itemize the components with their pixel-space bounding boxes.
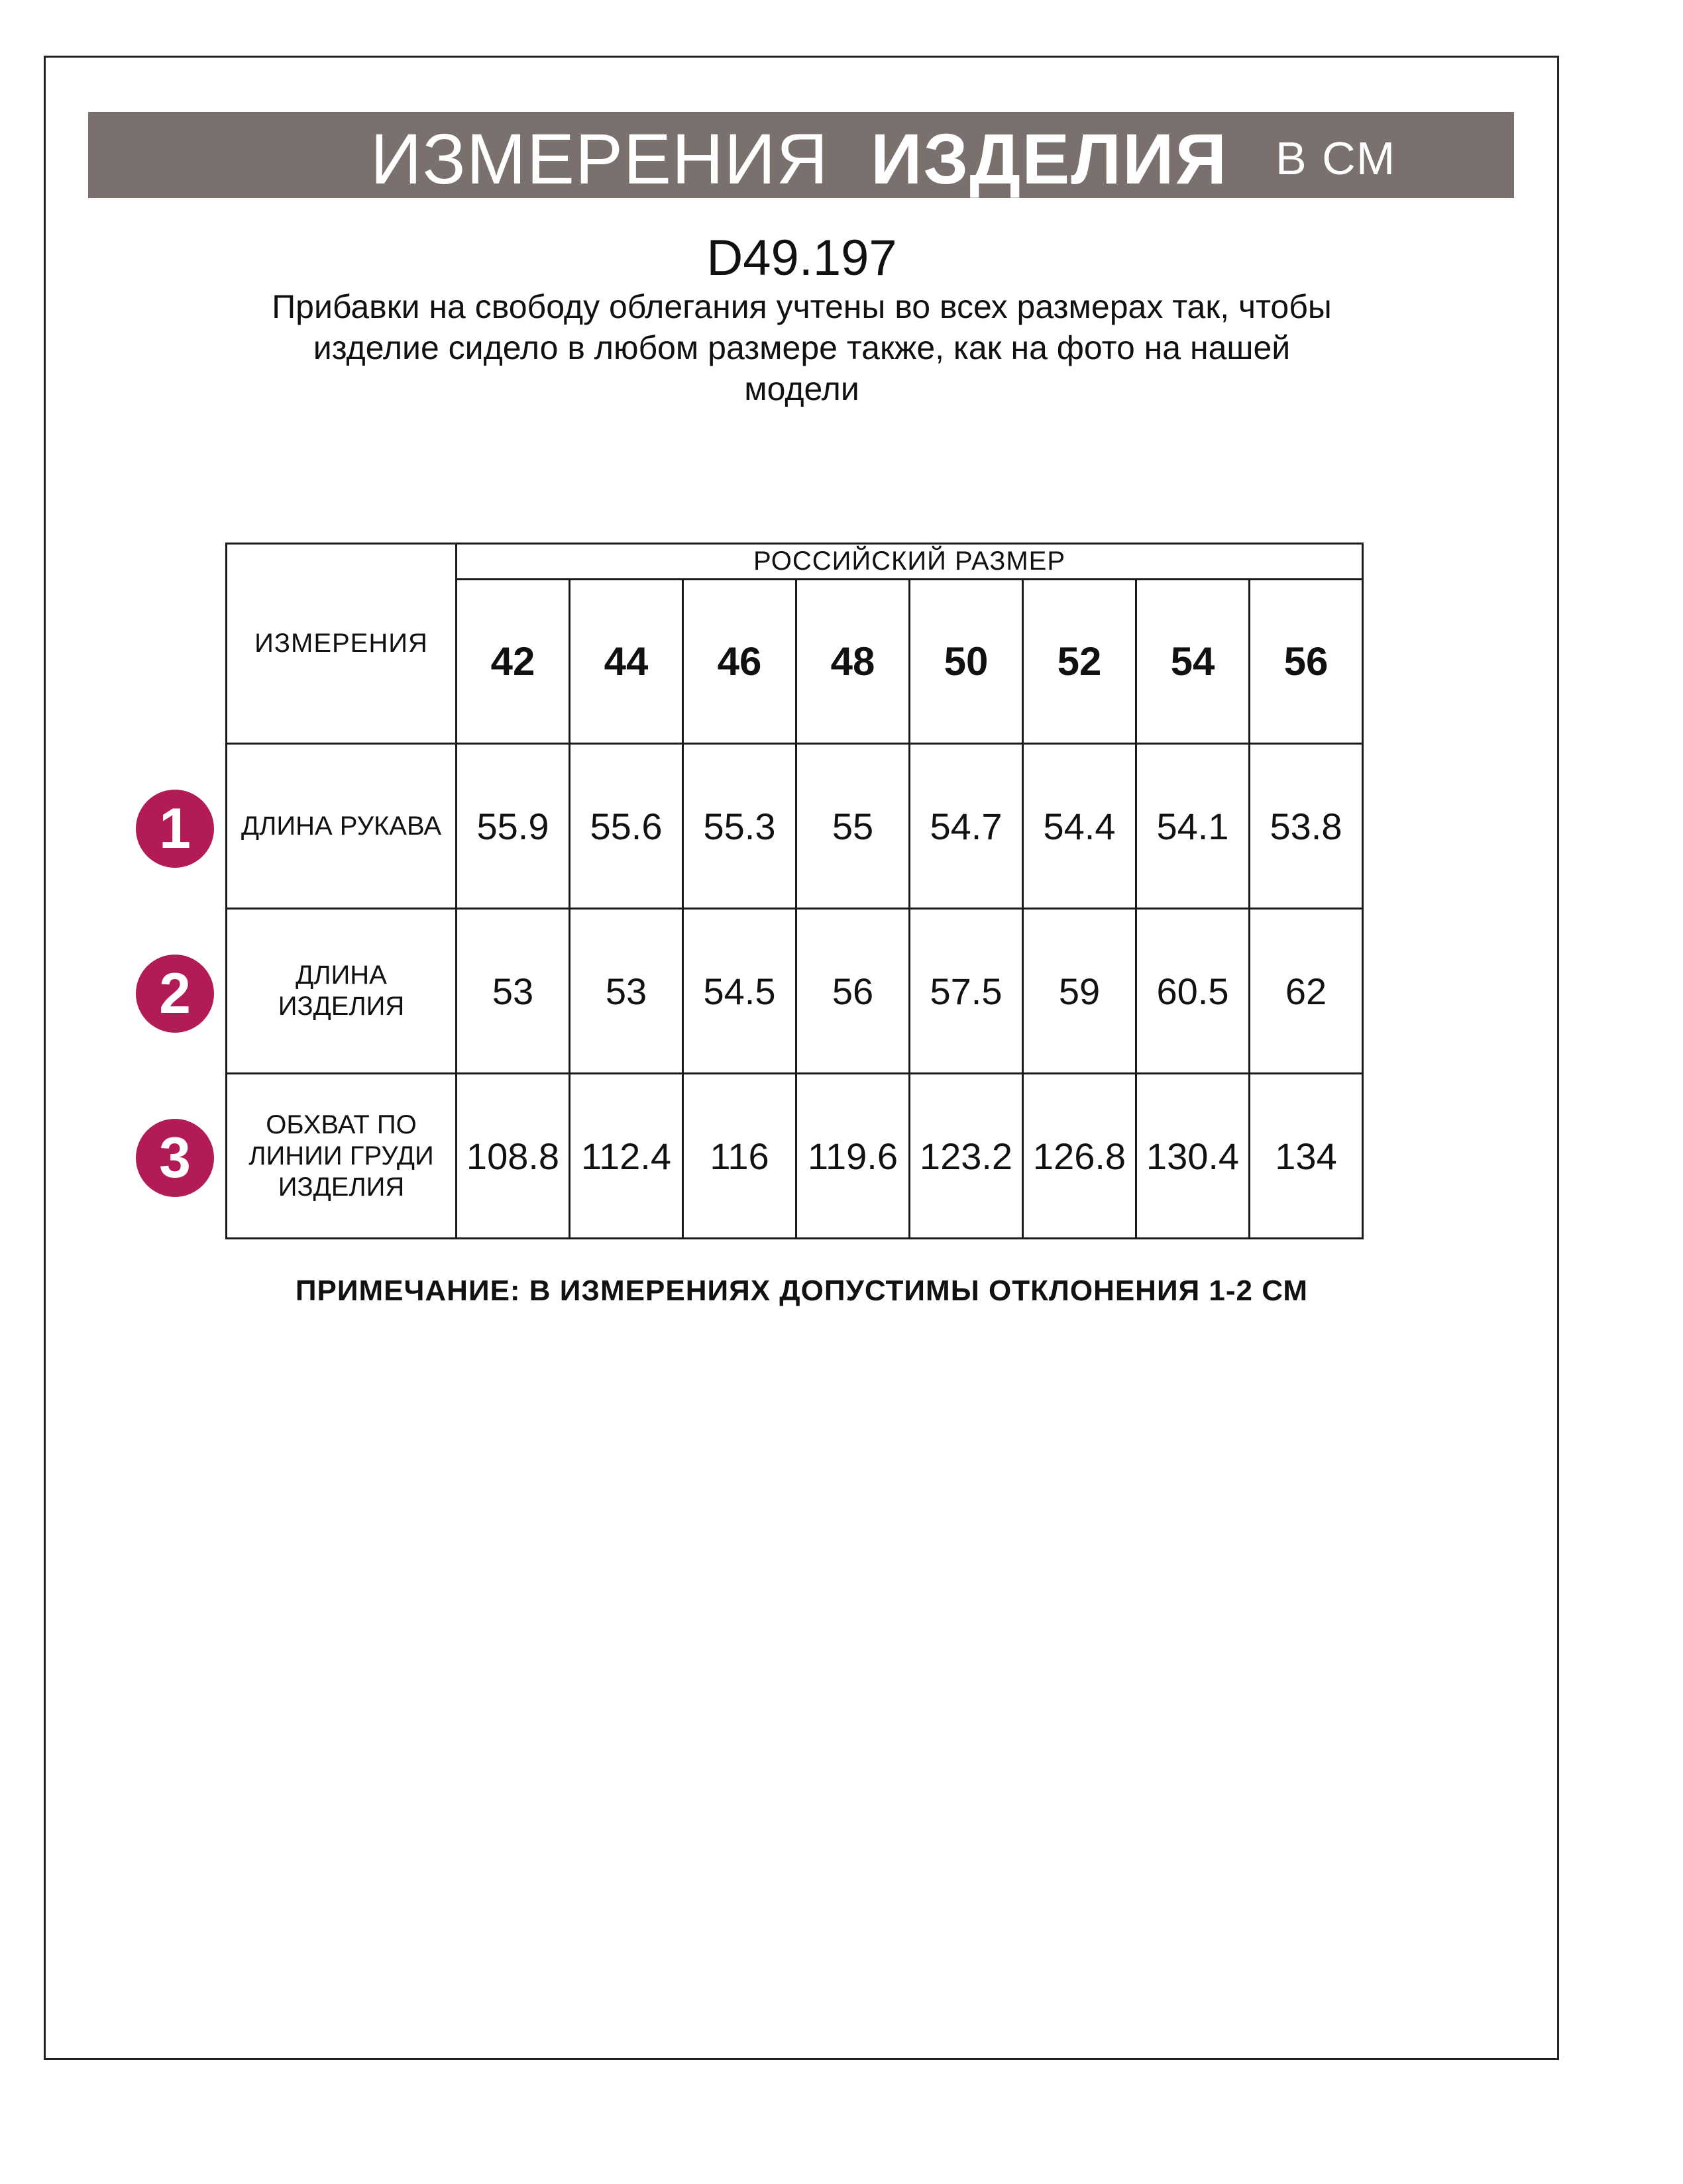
table-cell: 53 — [570, 909, 683, 1074]
row-label-garment-length — [227, 909, 457, 1074]
table-cell: 134 — [1250, 1074, 1363, 1239]
table-cell: 112.4 — [570, 1074, 683, 1239]
table-cell: 54.7 — [910, 744, 1023, 909]
row-label-sleeve-length — [227, 744, 457, 909]
fit-note-line: изделие сидело в любом размере также, как на фото на нашей — [313, 329, 1291, 366]
fit-note-line: модели — [744, 370, 859, 407]
table-cell: 56 — [796, 909, 910, 1074]
size-header-cell: 54 — [1136, 580, 1250, 744]
row-label-line: ЛИНИИ ГРУДИ — [248, 1141, 434, 1170]
size-header-cell: 50 — [910, 580, 1023, 744]
size-header-cell: 44 — [570, 580, 683, 744]
banner-title-word-1: ИЗМЕРЕНИЯ — [370, 119, 829, 199]
row-label-line: ОБХВАТ ПО — [266, 1110, 417, 1139]
row-label-chest-girth — [227, 1074, 457, 1239]
row-label-line: ИЗДЕЛИЯ — [278, 992, 405, 1021]
banner-unit: В СМ — [1276, 132, 1397, 184]
size-table — [225, 543, 1364, 1239]
size-header-cell: 46 — [683, 580, 796, 744]
table-cell: 116 — [683, 1074, 796, 1239]
table-cell: 54.1 — [1136, 744, 1250, 909]
table-cell: 55 — [796, 744, 910, 909]
row-label-line: ДЛИНА РУКАВА — [241, 811, 441, 841]
table-header-row — [227, 544, 1363, 580]
size-header-cell: 42 — [457, 580, 570, 744]
table-cell: 59 — [1023, 909, 1136, 1074]
header-measurements: ИЗМЕРЕНИЯ — [227, 544, 457, 744]
product-code: D49.197 — [706, 230, 897, 286]
marker-badge-2: 2 — [136, 955, 214, 1033]
table-cell: 57.5 — [910, 909, 1023, 1074]
table-cell: 54.5 — [683, 909, 796, 1074]
footnote: ПРИМЕЧАНИЕ: В ИЗМЕРЕНИЯХ ДОПУСТИМЫ ОТКЛОНЕНИЯ 1-2 СМ — [295, 1274, 1309, 1307]
table-cell: 53 — [457, 909, 570, 1074]
size-header-cell: 52 — [1023, 580, 1136, 744]
table-row — [227, 744, 1363, 909]
table-cell: 130.4 — [1136, 1074, 1250, 1239]
fit-note — [219, 286, 1385, 409]
row-label-line: ДЛИНА — [296, 961, 387, 990]
marker-badge-3: 3 — [136, 1119, 214, 1197]
table-cell: 119.6 — [796, 1074, 910, 1239]
size-header-cell: 48 — [796, 580, 910, 744]
table-cell: 126.8 — [1023, 1074, 1136, 1239]
header-russian-size: РОССИЙСКИЙ РАЗМЕР — [457, 544, 1363, 580]
table-cell: 62 — [1250, 909, 1363, 1074]
table-row — [227, 909, 1363, 1074]
table-cell: 55.9 — [457, 744, 570, 909]
banner-title-word-2: ИЗДЕЛИЯ — [871, 119, 1228, 199]
table-cell: 55.3 — [683, 744, 796, 909]
table-row — [227, 1074, 1363, 1239]
table-cell: 53.8 — [1250, 744, 1363, 909]
table-cell: 54.4 — [1023, 744, 1136, 909]
table-cell: 108.8 — [457, 1074, 570, 1239]
title-banner — [88, 112, 1514, 198]
marker-badge-1: 1 — [136, 790, 214, 868]
row-label-line: ИЗДЕЛИЯ — [278, 1172, 405, 1202]
table-cell: 55.6 — [570, 744, 683, 909]
size-header-cell: 56 — [1250, 580, 1363, 744]
fit-note-line: Прибавки на свободу облегания учтены во всех размерах так, чтобы — [272, 288, 1332, 325]
table-cell: 123.2 — [910, 1074, 1023, 1239]
table-cell: 60.5 — [1136, 909, 1250, 1074]
